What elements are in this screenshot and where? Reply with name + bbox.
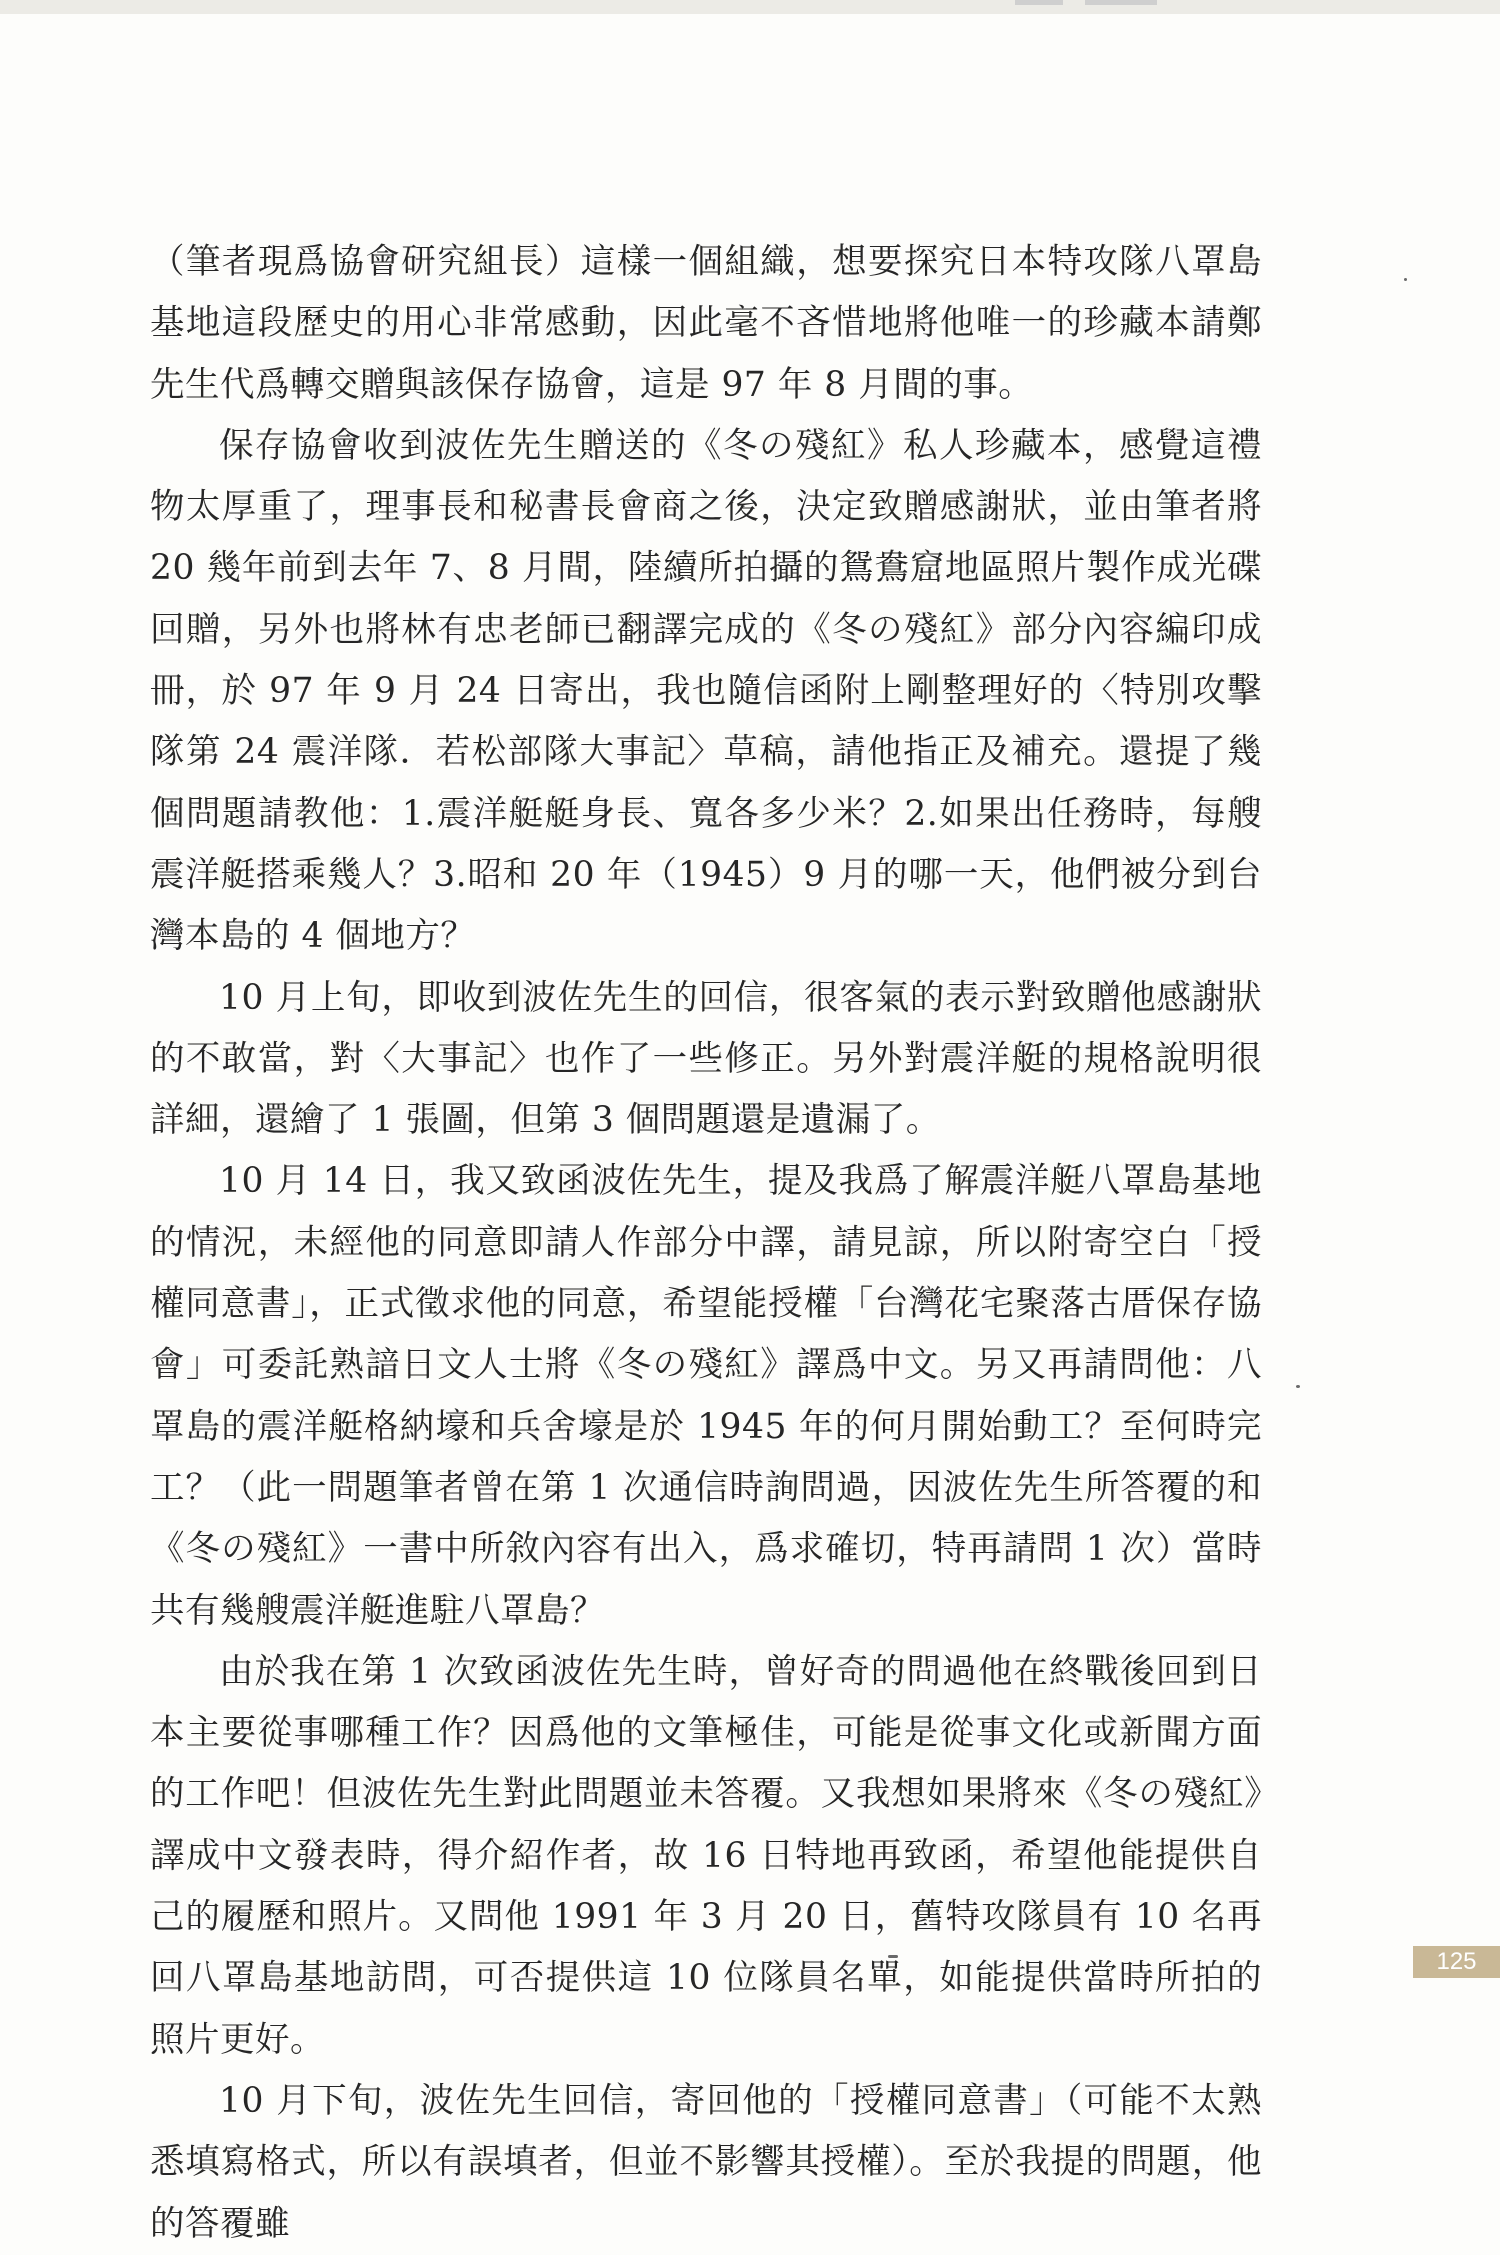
scan-speck <box>1296 1385 1300 1388</box>
paragraph: 保存協會收到波佐先生贈送的《冬の殘紅》私人珍藏本，感覺這禮物太厚重了，理事長和秘書長會商之後，決定致贈感謝狀，並由筆者將 20 幾年前到去年 7、8 月間，陸續所拍攝的鴛鴦窟地區照片製作成光碟回贈，另外也將林有忠老師已翻譯完成的《冬の殘紅》部分內容編印成冊，於 97 年 9 月 24 日寄出，我也隨信函附上剛整理好的〈特別攻擊隊第 24 震洋隊．若松部隊大事記〉草稿，請他指正及補充。還提了幾個問題請教他：1.震洋艇艇身長、寬各多少米？2.如果出任務時，每艘震洋艇搭乘幾人？3.昭和 20 年（1945）9 月的哪一天，他們被分到台灣本島的 4 個地方？ <box>150 425 1262 957</box>
paragraph: 10 月下旬，波佐先生回信，寄回他的「授權同意書」（可能不太熟悉填寫格式，所以有誤填者，但並不影響其授權）。至於我提的問題，他的答覆雖 <box>150 2080 1262 2244</box>
scan-top-edge <box>0 0 1500 14</box>
top-bleed-marks <box>1015 0 1165 6</box>
paragraph: 10 月上旬，即收到波佐先生的回信，很客氣的表示對致贈他感謝狀的不敢當，對〈大事記〉也作了一些修正。另外對震洋艇的規格說明很詳細，還繪了 1 張圖，但第 3 個問題還是遺漏了。 <box>150 977 1262 1141</box>
paragraph-continuation: （筆者現爲協會研究組長）這樣一個組織，想要探究日本特攻隊八罩島基地這段歷史的用心非常感動，因此毫不吝惜地將他唯一的珍藏本請鄭先生代爲轉交贈與該保存協會，這是 97 年 8 月間的事。 <box>150 242 1262 405</box>
page-number: 125 <box>1413 1946 1500 1978</box>
scan-speck <box>888 1955 898 1958</box>
body-text <box>150 232 1262 2255</box>
scan-speck <box>1404 278 1407 281</box>
paragraph: 10 月 14 日，我又致函波佐先生，提及我爲了解震洋艇八罩島基地的情況，未經他的同意即請人作部分中譯，請見諒，所以附寄空白「授權同意書」，正式徵求他的同意，希望能授權「台灣花宅聚落古厝保存協會」可委託熟諳日文人士將《冬の殘紅》譯爲中文。另又再請問他：八罩島的震洋艇格納壕和兵舍壕是於 1945 年的何月開始動工？至何時完工？（此一問題筆者曾在第 1 次通信時詢問過，因波佐先生所答覆的和《冬の殘紅》一書中所敘內容有出入，爲求確切，特再請問 1 次）當時共有幾艘震洋艇進駐八罩島？ <box>150 1161 1262 1631</box>
paragraph: 由於我在第 1 次致函波佐先生時，曾好奇的問過他在終戰後回到日本主要從事哪種工作？因爲他的文筆極佳，可能是從事文化或新聞方面的工作吧！但波佐先生對此問題並未答覆。又我想如果將來《冬の殘紅》譯成中文發表時，得介紹作者，故 16 日特地再致函，希望他能提供自己的履歷和照片。又問他 1991 年 3 月 20 日，舊特攻隊員有 10 名再回八罩島基地訪問，可否提供這 10 位隊員名單，如能提供當時所拍的照片更好。 <box>150 1651 1262 2060</box>
